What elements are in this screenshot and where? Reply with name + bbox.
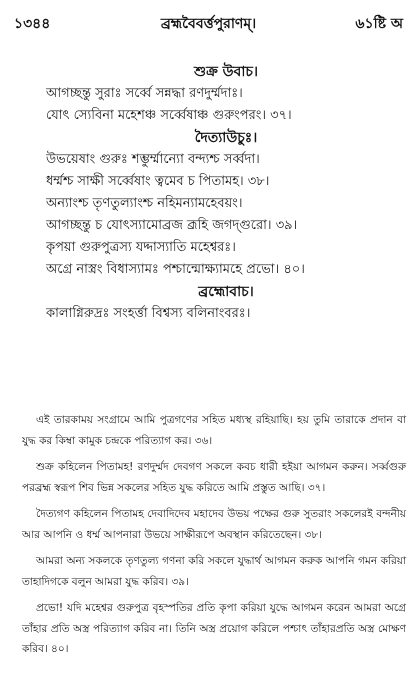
translation-paragraph: আমরা অন্য সকলকে তৃণতুল্য গণনা করি সকলে যুদ্ধার্থ আগমন করুক আপনি গমন করিয়া তাহাদিগকে বলুন আমরা যুদ্ধ করিব। ৩৯। [22, 555, 406, 588]
verse-line: উভয়েষাং গুরুঃ শম্ভুর্ম্মান্যো বন্দ্যশ্চ সর্ব্বদা। [46, 152, 260, 167]
verse-line: অগ্রে নাস্ত্রং বিধাস্যামঃ পশ্চান্মোক্ষ্যামহে প্রভো। ৪০। [46, 262, 305, 277]
translation-paragraph: প্রভো! যদি মহেশ্বর গুরুপুত্র বৃহস্পতির প্রতি কৃপা করিয়া যুদ্ধে আগমন করেন আমরা অগ্রে তাঁহার প্রতি অস্ত্র পরিত্যাগ করিব না। তিনি অস্ত্র প্রয়োগ করিলে পশ্চাৎ তাঁহারপ্রতি অস্ত্র মোক্ষণ করিব। ৪০। [22, 602, 406, 655]
page-header [14, 12, 403, 34]
translation-paragraph: দৈত্যগণ কহিলেন পিতামহ দেবাদিদেব মহাদেব উভয় পক্ষের গুরু সুতরাং সকলেরই বন্দনীয় আর আপনি ও ধর্ম্ম আপনারা উভয়ে সাক্ষীরূপে অবস্থান করিতেছেন। ৩৮। [22, 508, 406, 541]
chapter-marker: ৬১ষ্টি অ [355, 16, 403, 32]
speaker-heading: দৈত্যাউচুঃ। [194, 130, 258, 146]
verse-line: অন্যাংশ্চ তৃণতুল্যাংশ্চ নহিমন্যামহেবয়ং। [46, 196, 243, 211]
page-number: ১৩৪৪ [14, 16, 51, 32]
verse-line: কৃপয়া গুরুপুত্রস্য যদ্দাস্যাতি মহেশ্বরঃ। [46, 240, 236, 255]
verse-line: কালাগ্নিরুদ্রঃ সংহর্ত্তা বিশ্বস্য বলিনাংবরঃ। [46, 306, 251, 321]
translation-paragraph: শুক্র কহিলেন পিতামহ! রণদুর্ম্মদ দেবগণ সকলে কবচ ধারী হইয়া আগমন করুন। সর্ব্বগুরু পরব্রহ্ম স্বরূপ শিব ভিন্ন সকলের সহিত যুদ্ধ করিতে আমি প্রস্তুত আছি। ৩৭। [22, 461, 406, 494]
verse-line: ধর্ম্মশ্চ সাক্ষী সর্ব্বেষাং ত্বমেব চ পিতামহ। ৩৮। [46, 174, 270, 189]
sanskrit-verses [46, 62, 406, 326]
speaker-heading: শুক্র উবাচ। [194, 64, 258, 80]
verse-line: যোৎ স্যেবিনা মহেশঞ্চ সর্ব্বেষাঞ্চ গুরুংপরং। ৩৭। [46, 108, 292, 123]
verse-line: আগচ্ছন্তু চ যোৎস্যামোব্রজ ব্রূহি জগদ্গুরো। ৩৯। [46, 218, 298, 233]
speaker-heading: ব্রহ্মোবাচ। [198, 284, 254, 300]
bengali-translation [22, 410, 406, 666]
verse-line: আগচ্ছন্তু সুরাঃ সর্ব্বে সন্নদ্ধা রণদুর্ম্মদাঃ। [46, 86, 243, 101]
running-title: ব্রহ্মবৈবর্ত্তপুরাণম্। [160, 16, 257, 32]
translation-paragraph: এই তারকাময় সংগ্রামে আমি পুত্রগণের সহিত মধ্যস্থ রহিয়াছি। হয় তুমি তারাকে প্রদান বা যুদ্ধ কর কিম্বা কামুক চন্দ্রকে পরিত্যাগ কর। ৩৬। [22, 414, 406, 447]
